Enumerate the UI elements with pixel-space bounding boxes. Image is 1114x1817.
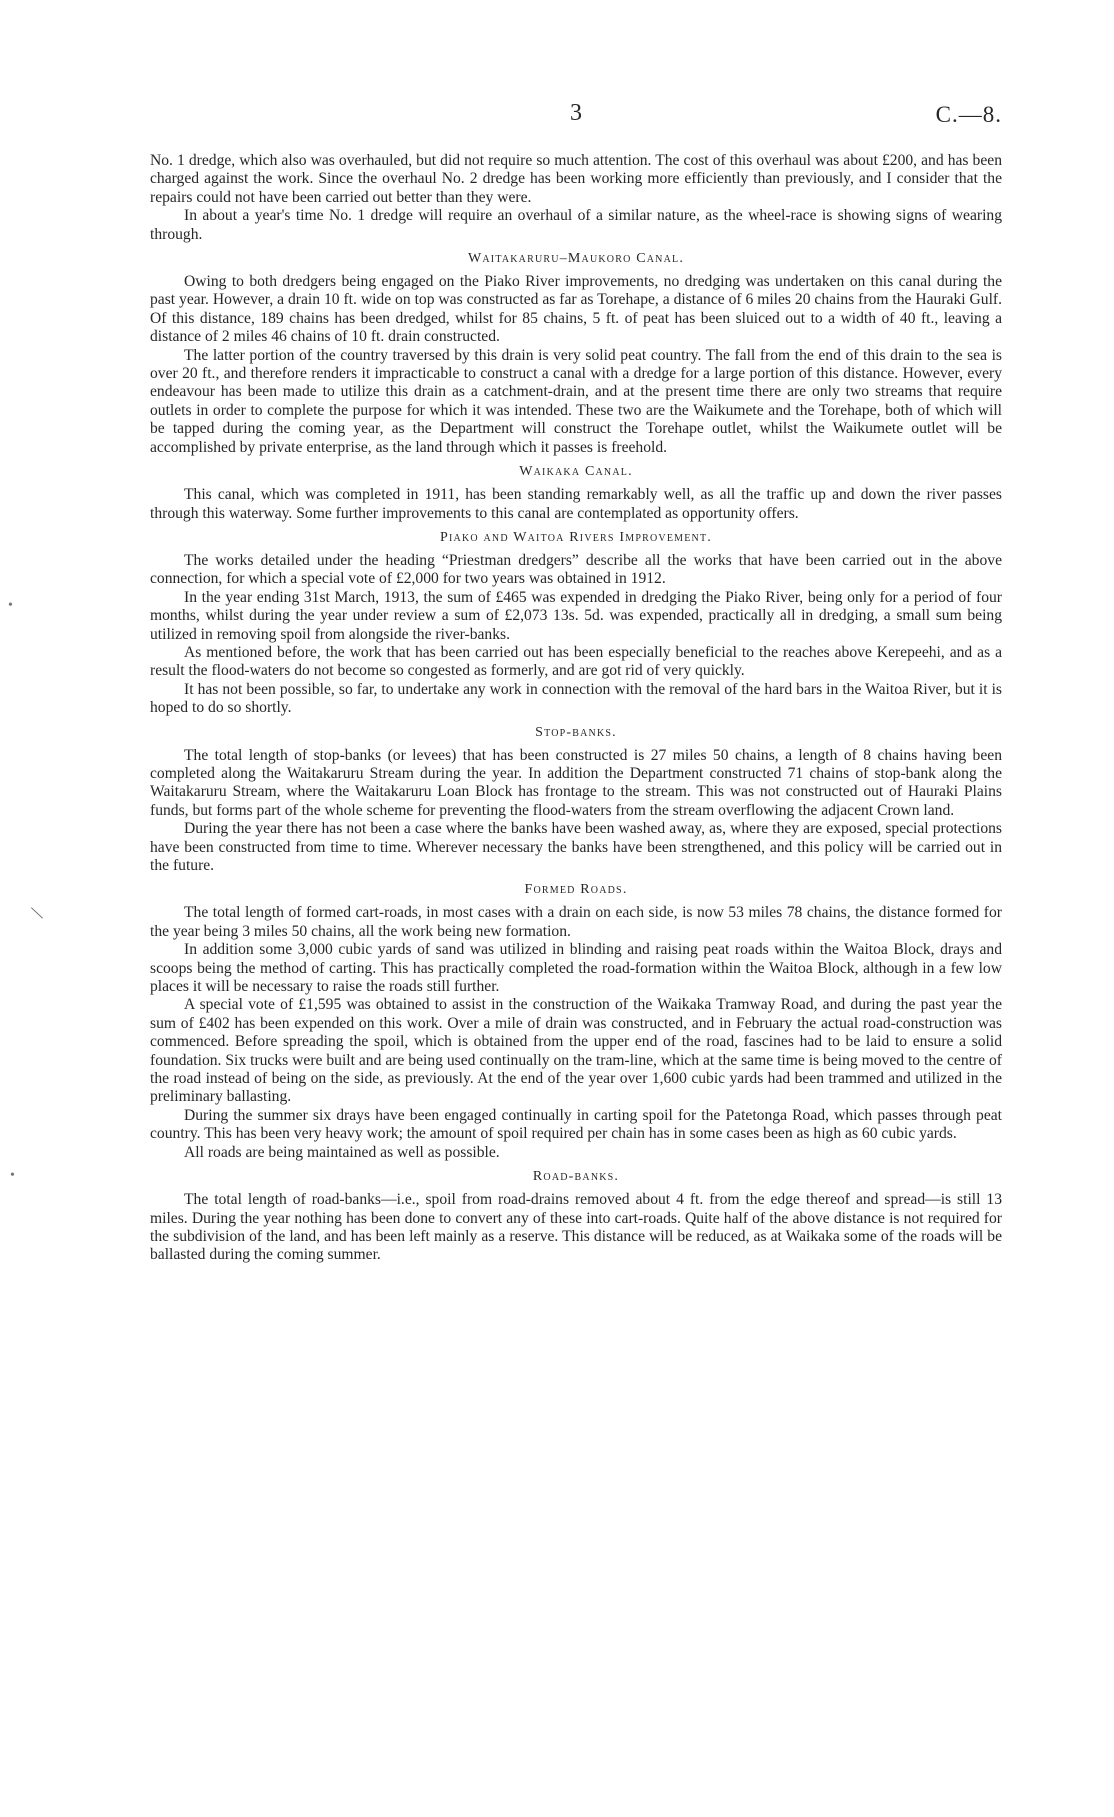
document-reference: C.—8. — [935, 102, 1002, 127]
section-waitakaruru-maukoro-canal — [150, 250, 1002, 457]
paragraph: Owing to both dredgers being engaged on the Piako River improvements, no dredging was undertaken on this canal during the past year. However, a drain 10 ft. wide on top was constructed as far as Torehape, a distance of 6 miles 20 chains from the Hauraki Gulf. Of this distance, 189 chains has been dredged, whilst for 85 chains, 5 ft. of peat has been sluiced out to a width of 40 ft., leaving a distance of 2 miles 46 chains of 10 ft. drain constructed. — [150, 273, 1002, 346]
paragraph: The total length of road-banks—i.e., spoil from road-drains removed about 4 ft. from the edge thereof and spread—is still 13 miles. During the year nothing has been done to convert any of these into cart-roads. Quite half of the above distance is not required for the subdivision of the land, and has been left mainly as a reserve. This distance will be reduced, as at Waikaka some of the roads will be ballasted during the coming summer. — [150, 1191, 1002, 1264]
paragraph: As mentioned before, the work that has been carried out has been especially beneficial to the reaches above Kerepeehi, and as a result the flood-waters do not become so congested as formerly, and are got rid of very quickly. — [150, 643, 1002, 680]
margin-dot: • — [10, 1168, 15, 1183]
section-heading: Waikaka Canal. — [519, 464, 633, 480]
paragraph: During the year there has not been a case where the banks have been washed away, as, where they are exposed, special protections have been constructed from time to time. Wherever necessary the banks have been strengthened, and this policy will be carried out in the future. — [150, 820, 1002, 874]
margin-tick: \ — [28, 900, 46, 926]
section-stop-banks — [150, 724, 1002, 876]
section-formed-roads — [150, 881, 1002, 1162]
paragraph: The total length of formed cart-roads, in most cases with a drain on each side, is now 53 miles 78 chains, the distance formed for the year being 3 miles 50 chains, all the work being new formation. — [150, 904, 1002, 940]
section-road-banks — [150, 1168, 1002, 1265]
paragraph: During the summer six drays have been engaged continually in carting spoil for the Patetonga Road, which passes through peat country. This has been very heavy work; the amount of spoil required per chain has in some cases been as high as 60 cubic yards. — [150, 1106, 1002, 1143]
paragraph: The total length of stop-banks (or levees) that has been constructed is 27 miles 50 chains, a length of 8 chains having been completed along the Waitakaruru Stream during the year. In addition the Department constructed 71 chains of stop-bank along the Waitakaruru Stream, where the Waitakaruru Loan Block has frontage to the stream. This was not constructed out of Hauraki Plains funds, but forms part of the whole scheme for preventing the flood-waters from the stream overflowing the adjacent Crown land. — [150, 746, 1002, 819]
section-heading: Formed Roads. — [524, 882, 628, 898]
paragraph: The works detailed under the heading “Priestman dredgers” describe all the works that have been carried out in the above connection, for which a special vote of £2,000 for two years was obtained in 1912. — [150, 551, 1002, 588]
section-heading: Stop-banks. — [535, 724, 617, 740]
paragraph: This canal, which was completed in 1911, has been standing remarkably well, as all the traffic up and down the river passes through this waterway. Some further improvements to this canal are contemplated as opportunity offers. — [150, 486, 1002, 522]
paragraph: In addition some 3,000 cubic yards of sand was utilized in blinding and raising peat roads within the Waitoa Block, drays and scoops being the method of carting. This has practically completed the road-formation within the Waitoa Block, although in a few low places it will be necessary to raise the roads still further. — [150, 941, 1002, 996]
section-dredge-overhaul — [150, 152, 1002, 244]
paragraph: In about a year's time No. 1 dredge will require an overhaul of a similar nature, as the wheel-race is showing signs of wearing through. — [150, 207, 1002, 243]
paragraph: A special vote of £1,595 was obtained to assist in the construction of the Waikaka Tramway Road, and during the past year the sum of £402 has been expended on this work. Over a mile of drain was constructed, and in February the actual road-construction was commenced. Before spreading the spoil, which is obtained from the upper end of the road, fascines had to be laid to ensure a solid foundation. Six trucks were built and are being used continually on the tram-line, which at the same time is being moved to the centre of the road instead of being on the side, as previously. At the end of the year over 1,600 cubic yards had been trammed and utilized in the preliminary ballasting. — [150, 996, 1002, 1106]
margin-dot: • — [8, 598, 13, 613]
section-piako-waitoa-rivers — [150, 529, 1002, 718]
section-heading: Waitakaruru–Maukoro Canal. — [467, 251, 685, 267]
section-heading: Road-banks. — [532, 1169, 620, 1185]
paragraph: In the year ending 31st March, 1913, the sum of £465 was expended in dredging the Piako River, being only for a period of four months, whilst during the year under review a sum of £2,073 13s. 5d. was expended, practically all in dredging, a small sum being utilized in removing spoil from alongside the river-banks. — [150, 588, 1002, 643]
paragraph: The latter portion of the country traversed by this drain is very solid peat country. The fall from the end of this drain to the sea is over 20 ft., and therefore renders it impracticable to construct a canal with a dredge for a large portion of this distance. However, every endeavour has been made to utilize this drain as a catchment-drain, and at the present time there are only two streams that require outlets in order to complete the purpose for which it was intended. These two are the Waikumete and the Torehape, both of which will be tapped during the coming year, as the Department will construct the Torehape outlet, whilst the Waikumete outlet will be accomplished by private enterprise, as the land through which it passes is freehold. — [150, 346, 1002, 456]
section-heading: Piako and Waitoa Rivers Improvement. — [440, 529, 712, 545]
page-header — [150, 100, 1002, 152]
page-number: 3 — [570, 100, 582, 126]
paragraph: All roads are being maintained as well as possible. — [184, 1143, 500, 1161]
document-page — [150, 100, 1002, 1265]
paragraph: No. 1 dredge, which also was overhauled, but did not require so much attention. The cost of this overhaul was about £200, and has been charged against the work. Since the overhaul No. 2 dredge has been working more efficiently than previously, and I consider that the repairs could not have been carried out better than they were. — [150, 152, 1002, 206]
paragraph: It has not been possible, so far, to undertake any work in connection with the removal of the hard bars in the Waitoa River, but it is hoped to do so shortly. — [150, 680, 1002, 717]
section-waikaka-canal — [150, 463, 1002, 523]
